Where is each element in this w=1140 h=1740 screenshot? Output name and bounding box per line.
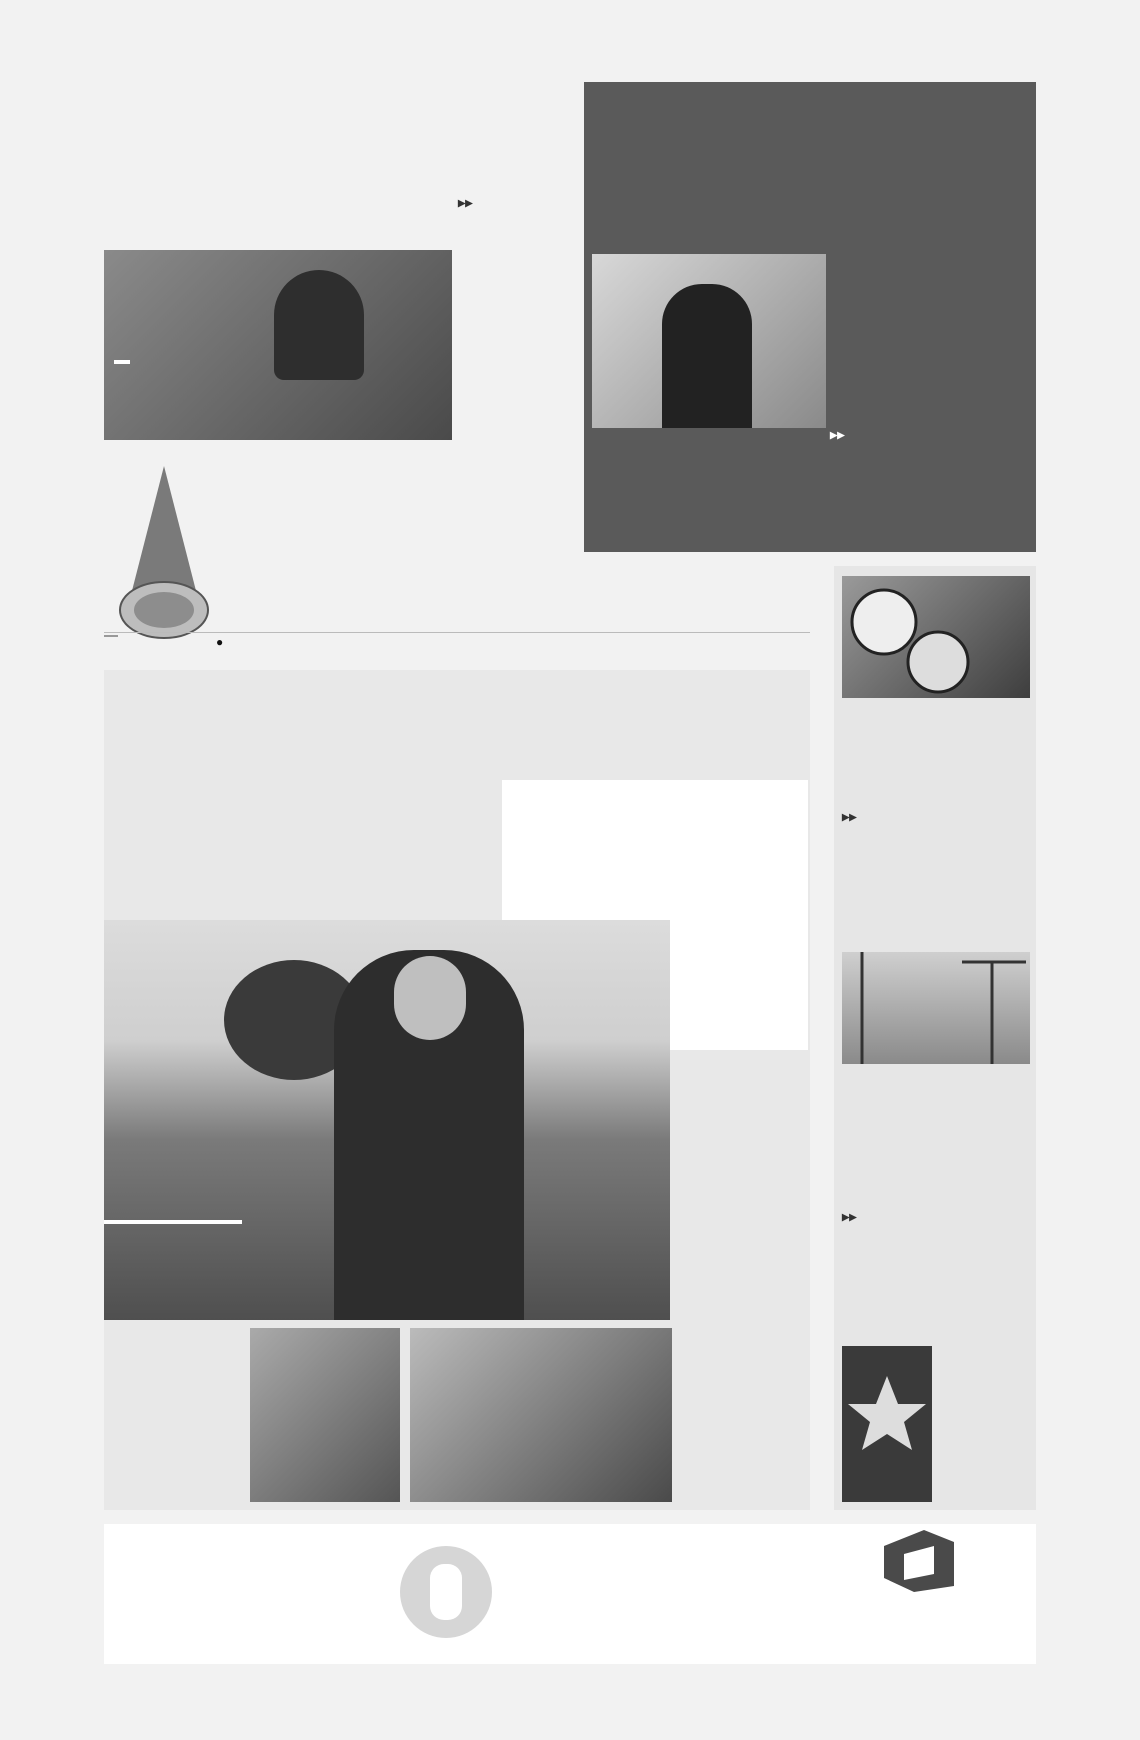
main-side-column — [686, 1070, 808, 1072]
bullet-icon: ● — [216, 635, 224, 649]
club-logos-icon — [842, 576, 1030, 698]
flag-emblem-icon — [112, 462, 216, 650]
chp-press-photo — [104, 250, 452, 440]
masthead-emblem — [112, 462, 216, 650]
page-ref-icon: ▶▶ — [458, 198, 473, 209]
top-right-panel — [584, 82, 1036, 552]
basin-ilan-logo-icon — [874, 1526, 964, 1594]
police-logo-icon — [842, 1346, 932, 1502]
field-photo-2 — [410, 1328, 672, 1502]
field-photo-1 — [250, 1328, 400, 1502]
crane-photo — [842, 952, 1030, 1064]
masthead-bar — [104, 632, 810, 652]
harvest-photo — [104, 920, 670, 1320]
crane-body — [842, 1212, 1028, 1224]
buluntu-figure — [662, 284, 752, 428]
crane-icon — [842, 952, 1030, 1064]
police-photo — [842, 1346, 932, 1502]
page-ref-icon: ▶▶ — [842, 1212, 857, 1223]
page-ref-icon: ▶▶ — [830, 430, 845, 441]
buluntu-photo — [592, 254, 826, 428]
sports-photo — [842, 576, 1030, 698]
page-ref-icon: ▶▶ — [842, 812, 857, 823]
ilan-gov-logo-icon — [396, 1542, 496, 1642]
issue-number — [104, 635, 118, 637]
sports-body — [842, 812, 1028, 824]
speaker-figure — [274, 270, 364, 380]
main-body-left — [104, 1220, 242, 1224]
mayor-head — [394, 956, 466, 1040]
top-right-body-2 — [830, 430, 1030, 441]
photo-caption-chp — [114, 360, 130, 364]
ad-banner[interactable] — [104, 1524, 1036, 1664]
top-left-body — [458, 198, 564, 210]
